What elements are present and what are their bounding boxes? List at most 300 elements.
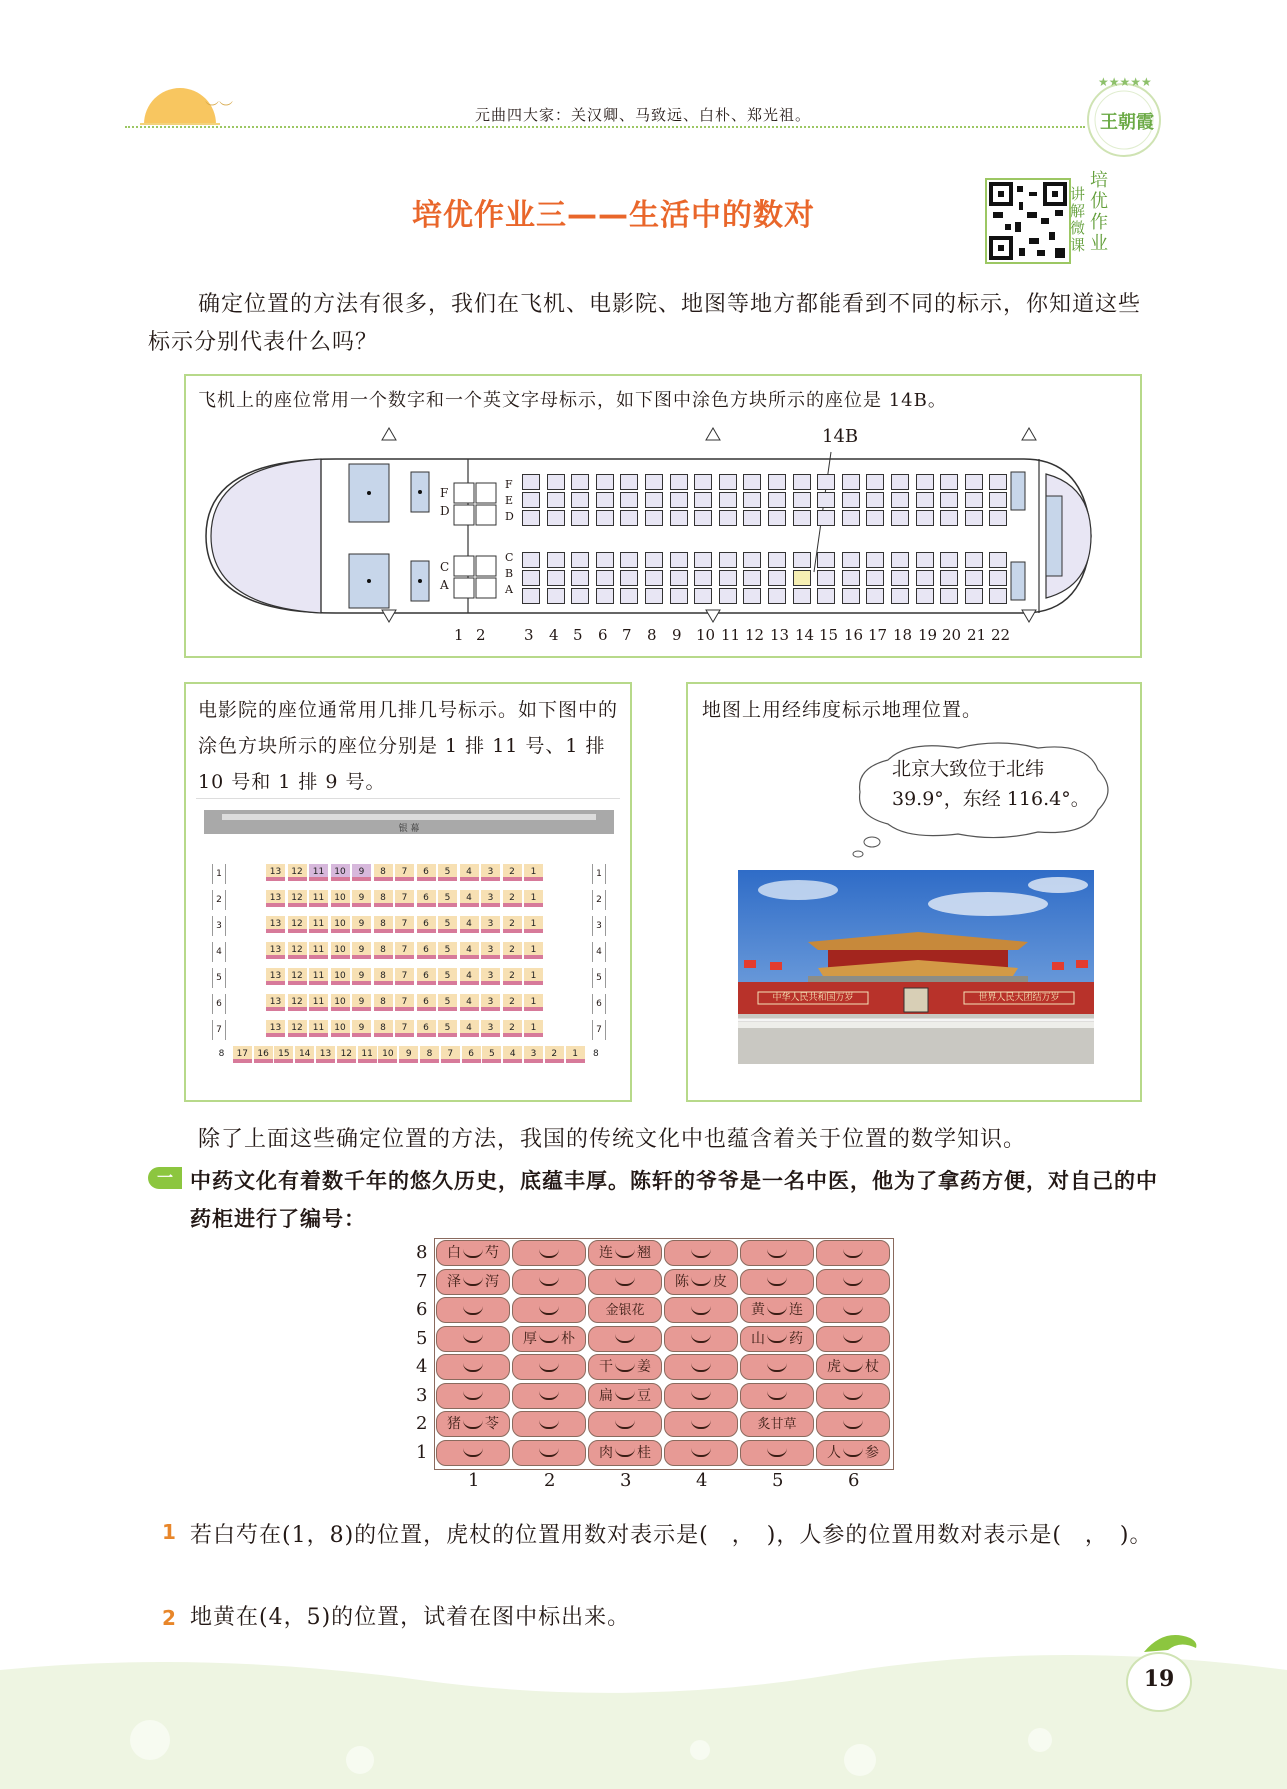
airplane-seat <box>670 570 688 586</box>
cinema-seat-last-row: 10 <box>378 1046 397 1063</box>
cinema-seat: 13 <box>266 890 285 907</box>
screen-label: 银 幕 <box>398 824 420 834</box>
airplane-seat <box>522 474 540 490</box>
cinema-seat: 3 <box>481 916 500 933</box>
airplane-seat <box>596 492 614 508</box>
airplane-seat <box>989 492 1007 508</box>
airplane-seat <box>694 588 712 604</box>
cabinet-row-label: 4 <box>416 1356 428 1377</box>
cinema-seat: 5 <box>438 916 457 933</box>
drawer-连翘[interactable]: 连 翘 <box>588 1240 662 1266</box>
question-2-number: 2 <box>162 1606 176 1630</box>
plane-letter-f: F <box>440 486 449 500</box>
cinema-seat: 5 <box>438 890 457 907</box>
header-tagline: 元曲四大家：关汉卿、马致远、白朴、郑光祖。 <box>475 106 812 124</box>
cinema-row-label: 4 <box>592 942 606 962</box>
airplane-seat <box>965 474 983 490</box>
banner-right: 世界人民大团结万岁 <box>978 993 1060 1003</box>
drawer-干姜[interactable]: 干 姜 <box>588 1354 662 1380</box>
airplane-seat <box>670 492 688 508</box>
drawer-猪苓[interactable]: 猪 苓 <box>436 1411 510 1437</box>
airplane-seat <box>965 552 983 568</box>
cinema-seat: 5 <box>438 942 457 959</box>
cinema-row-label: 5 <box>212 968 226 988</box>
drawer-人参[interactable]: 人 参 <box>816 1440 890 1466</box>
airplane-seat <box>645 570 663 586</box>
airplane-seat <box>743 474 761 490</box>
map-bubble-text: 北京大致位于北纬 39.9°，东经 116.4°。 <box>892 758 1090 810</box>
airplane-seat <box>694 552 712 568</box>
cinema-seat: 6 <box>417 1020 436 1037</box>
airplane-seat <box>571 588 589 604</box>
cinema-seat: 9 <box>352 1020 371 1037</box>
cinema-seat-last-row: 16 <box>254 1046 273 1063</box>
cinema-seat: 11 <box>309 864 328 881</box>
cinema-seat: 4 <box>460 1020 479 1037</box>
airplane-seat <box>743 570 761 586</box>
qr-code[interactable] <box>985 178 1071 264</box>
bird-icon: ︶︶ <box>205 101 233 117</box>
cinema-seat: 6 <box>417 994 436 1011</box>
airplane-seat <box>620 492 638 508</box>
cinema-seat: 1 <box>524 890 543 907</box>
cinema-seat: 8 <box>374 864 393 881</box>
cinema-seat: 9 <box>352 942 371 959</box>
plane-row-number: 8 <box>647 626 657 644</box>
cinema-seat: 7 <box>395 942 414 959</box>
intro-paragraph: 确定位置的方法有很多，我们在飞机、电影院、地图等地方都能看到不同的标示，你知道这些标示分别代表什么吗？ <box>148 292 1142 355</box>
airplane-seat <box>645 552 663 568</box>
cinema-row-label: 1 <box>212 864 226 884</box>
banner-left: 中华人民共和国万岁 <box>772 993 854 1003</box>
airplane-seat <box>768 552 786 568</box>
airplane-seat <box>916 570 934 586</box>
airplane-seat <box>817 552 835 568</box>
cinema-seat-last-row: 1 <box>566 1046 585 1063</box>
cinema-seat: 5 <box>438 994 457 1011</box>
plane-letter-c: C <box>440 560 450 574</box>
plane-row-number: 11 <box>721 626 741 644</box>
footer-hills <box>0 1640 1287 1789</box>
qr-label-homework: 培优作业 <box>1090 170 1108 254</box>
airplane-seat <box>866 552 884 568</box>
plane-row-number: 16 <box>844 626 864 644</box>
map-panel <box>686 682 1142 1102</box>
plane-letter-a: A <box>440 578 449 592</box>
cinema-seat: 8 <box>374 890 393 907</box>
airplane-seat <box>793 474 811 490</box>
airplane-seat <box>719 552 737 568</box>
airplane-seat <box>645 588 663 604</box>
plane-row-number: 9 <box>672 626 682 644</box>
airplane-seat <box>547 510 565 526</box>
publisher-logo <box>1080 72 1168 160</box>
drawer-厚朴[interactable]: 厚 朴 <box>512 1326 586 1352</box>
cinema-seat: 10 <box>331 890 350 907</box>
cinema-seat: 5 <box>438 864 457 881</box>
airplane-seat <box>547 492 565 508</box>
cinema-seat-last-row: 6 <box>462 1046 481 1063</box>
airplane-seat <box>891 510 909 526</box>
plane-row-number: 2 <box>476 626 486 644</box>
plane-row-number: 1 <box>454 626 464 644</box>
cinema-seat: 12 <box>288 916 307 933</box>
question-1-text: 若白芍在(1，8)的位置，虎杖的位置用数对表示是( ， )，人参的位置用数对表示是( ， )。 <box>190 1523 1153 1548</box>
cinema-caption: 电影院的座位通常用几排几号标示。如下图中的涂色方块所示的座位分别是 1 排 11 号、1 排 10 号和 1 排 9 号。 <box>198 699 619 793</box>
cinema-seat: 4 <box>460 916 479 933</box>
cinema-seat: 7 <box>395 864 414 881</box>
airplane-seat <box>547 570 565 586</box>
airplane-seat <box>842 588 860 604</box>
cabinet-row-label: 6 <box>416 1299 428 1320</box>
cinema-row-label: 6 <box>592 994 606 1014</box>
airplane-seat <box>916 552 934 568</box>
drawer-金银花[interactable]: 金银花 <box>588 1297 662 1323</box>
plane-row-number: 17 <box>868 626 888 644</box>
plane-seat-grid <box>186 376 1140 656</box>
cinema-seat: 2 <box>503 890 522 907</box>
cabinet-row-label: 3 <box>416 1384 428 1406</box>
plane-letters-fed <box>505 477 515 525</box>
airplane-seat <box>989 570 1007 586</box>
cinema-seat-last-row: 3 <box>524 1046 543 1063</box>
cinema-seat-last-row: 11 <box>358 1046 377 1063</box>
airplane-seat <box>571 570 589 586</box>
airplane-seat <box>571 492 589 508</box>
airplane-seat <box>965 492 983 508</box>
airplane-seat <box>916 588 934 604</box>
airplane-seat <box>891 552 909 568</box>
cinema-seat: 8 <box>374 994 393 1011</box>
airplane-seat <box>694 492 712 508</box>
cabinet-column-label: 3 <box>620 1470 632 1491</box>
airplane-seat <box>571 510 589 526</box>
cinema-seat: 2 <box>503 916 522 933</box>
cinema-seat: 8 <box>374 942 393 959</box>
airplane-seat <box>768 492 786 508</box>
cinema-seat: 11 <box>309 942 328 959</box>
cinema-seat: 7 <box>395 994 414 1011</box>
cinema-seat-last-row: 5 <box>482 1046 501 1063</box>
cinema-seat: 1 <box>524 1020 543 1037</box>
cinema-seat: 10 <box>331 1020 350 1037</box>
airplane-seat <box>866 492 884 508</box>
cabinet-column-label: 1 <box>468 1470 480 1491</box>
cinema-seat: 6 <box>417 968 436 985</box>
airplane-seat <box>965 510 983 526</box>
cinema-seat-last-row: 13 <box>316 1046 335 1063</box>
airplane-seat <box>596 552 614 568</box>
cinema-seat: 2 <box>503 864 522 881</box>
cinema-seat: 11 <box>309 994 328 1011</box>
plane-row-number: 5 <box>573 626 583 644</box>
airplane-seat <box>620 570 638 586</box>
cinema-screen <box>204 810 614 834</box>
airplane-seat <box>670 588 688 604</box>
airplane-seat <box>940 492 958 508</box>
cinema-seat: 10 <box>331 994 350 1011</box>
medicine-cabinet-grid[interactable] <box>414 1240 894 1490</box>
airplane-seat <box>547 552 565 568</box>
airplane-seat <box>522 552 540 568</box>
cinema-seat-last-row: 17 <box>233 1046 252 1063</box>
cinema-seat: 6 <box>417 942 436 959</box>
plane-row-number: 7 <box>622 626 632 644</box>
airplane-seat <box>940 552 958 568</box>
cinema-seat: 10 <box>331 942 350 959</box>
airplane-seat <box>571 474 589 490</box>
section-badge <box>148 1167 182 1189</box>
section-text: 中药文化有着数千年的悠久历史，底蕴丰厚。陈轩的爷爷是一名中医，他为了拿药方便，对自己的中药柜进行了编号： <box>190 1169 1158 1231</box>
airplane-seat <box>596 474 614 490</box>
airplane-seat <box>916 492 934 508</box>
plane-letter-a2: A <box>505 583 513 596</box>
airplane-seat <box>694 474 712 490</box>
cinema-seat: 12 <box>288 1020 307 1037</box>
cinema-seat: 4 <box>460 864 479 881</box>
plane-letter-c2: C <box>505 551 514 564</box>
plane-letters-cba <box>505 550 515 598</box>
cinema-seat: 1 <box>524 864 543 881</box>
airplane-seat <box>620 510 638 526</box>
airplane-seat <box>522 588 540 604</box>
cinema-row-label: 2 <box>212 890 226 910</box>
airplane-seat <box>916 510 934 526</box>
cinema-seat: 9 <box>352 916 371 933</box>
airplane-seat <box>719 510 737 526</box>
airplane-seat <box>940 474 958 490</box>
cinema-seat: 1 <box>524 994 543 1011</box>
airplane-seat <box>989 588 1007 604</box>
drawer-白芍[interactable]: 白 芍 <box>436 1240 510 1266</box>
cabinet-row-label: 1 <box>416 1441 428 1463</box>
cinema-seat-last-row: 8 <box>212 1046 231 1063</box>
cinema-seat: 3 <box>481 942 500 959</box>
cinema-seat: 8 <box>374 1020 393 1037</box>
cinema-seat-last-row: 12 <box>337 1046 356 1063</box>
airplane-seat <box>842 510 860 526</box>
cinema-seat: 13 <box>266 994 285 1011</box>
cinema-seat: 8 <box>374 916 393 933</box>
drawer-炙甘草[interactable]: 炙甘草 <box>740 1411 814 1437</box>
cinema-seat: 12 <box>288 968 307 985</box>
airplane-seat <box>817 492 835 508</box>
cinema-seat: 10 <box>331 864 350 881</box>
airplane-seat <box>620 552 638 568</box>
cinema-seat-last-row: 14 <box>295 1046 314 1063</box>
cinema-row-label: 1 <box>592 864 606 884</box>
cinema-seat: 12 <box>288 942 307 959</box>
plane-row-number: 21 <box>967 626 987 644</box>
airplane-seat <box>743 552 761 568</box>
airplane-seat <box>694 570 712 586</box>
airplane-seat <box>891 492 909 508</box>
section-number: 一 <box>156 1168 173 1187</box>
plane-row-number: 6 <box>598 626 608 644</box>
cinema-seat: 2 <box>503 1020 522 1037</box>
question-2-text: 地黄在(4，5)的位置，试着在图中标出来。 <box>190 1605 631 1630</box>
cinema-seat: 9 <box>352 890 371 907</box>
cinema-seat: 7 <box>395 1020 414 1037</box>
airplane-seat <box>891 570 909 586</box>
map-caption: 地图上用经纬度标示地理位置。 <box>702 699 983 721</box>
airplane-seat <box>670 474 688 490</box>
airplane-seat <box>793 510 811 526</box>
airplane-seat <box>965 588 983 604</box>
airplane-seat <box>842 552 860 568</box>
cinema-row-label: 2 <box>592 890 606 910</box>
cinema-seat: 3 <box>481 864 500 881</box>
airplane-seat <box>817 570 835 586</box>
plane-row-number: 22 <box>991 626 1011 644</box>
cinema-seat: 2 <box>503 968 522 985</box>
airplane-seat <box>719 570 737 586</box>
airplane-seat <box>645 474 663 490</box>
airplane-seat <box>768 570 786 586</box>
cinema-seat: 9 <box>352 968 371 985</box>
plane-row-number: 3 <box>524 626 534 644</box>
tiananmen-photo <box>738 870 1094 1064</box>
airplane-seat <box>596 570 614 586</box>
cinema-seat-last-row: 2 <box>545 1046 564 1063</box>
cinema-seat-chart <box>212 864 612 1064</box>
plane-row-number: 10 <box>696 626 716 644</box>
airplane-seat <box>891 474 909 490</box>
plane-letter-e: E <box>505 494 514 507</box>
airplane-seat <box>645 510 663 526</box>
airplane-seat <box>817 474 835 490</box>
cabinet-column-label: 5 <box>772 1470 784 1491</box>
plane-panel <box>184 374 1142 658</box>
cinema-seat: 11 <box>309 916 328 933</box>
airplane-seat <box>989 474 1007 490</box>
drawer-山药[interactable]: 山 药 <box>740 1326 814 1352</box>
airplane-seat <box>817 510 835 526</box>
cinema-seat: 10 <box>331 916 350 933</box>
plane-row-numbers <box>186 626 1140 648</box>
cinema-seat: 5 <box>438 1020 457 1037</box>
cinema-seat: 1 <box>524 942 543 959</box>
airplane-seat <box>645 492 663 508</box>
airplane-seat <box>989 552 1007 568</box>
airplane-seat <box>596 588 614 604</box>
airplane-seat <box>793 492 811 508</box>
cinema-seat: 7 <box>395 916 414 933</box>
cinema-seat: 13 <box>266 968 285 985</box>
cinema-seat: 12 <box>288 890 307 907</box>
drawer-泽泻[interactable]: 泽 泻 <box>436 1269 510 1295</box>
page-number: 19 <box>1143 1666 1175 1692</box>
plane-row-number: 18 <box>893 626 913 644</box>
plane-row-number: 15 <box>819 626 839 644</box>
cinema-seat-last-row: 8 <box>420 1046 439 1063</box>
airplane-seat <box>743 588 761 604</box>
airplane-seat <box>793 552 811 568</box>
cinema-seat: 13 <box>266 864 285 881</box>
airplane-seat <box>842 474 860 490</box>
airplane-seat <box>547 474 565 490</box>
cabinet-row-label: 7 <box>416 1270 428 1292</box>
cinema-row-label: 5 <box>592 968 606 988</box>
plane-row-number: 4 <box>549 626 559 644</box>
cinema-row-label: 6 <box>212 994 226 1014</box>
drawer-陈皮[interactable]: 陈 皮 <box>664 1269 738 1295</box>
cinema-seat: 1 <box>524 968 543 985</box>
airplane-seat <box>866 474 884 490</box>
airplane-seat <box>793 570 811 586</box>
airplane-seat <box>866 570 884 586</box>
cinema-seat: 4 <box>460 890 479 907</box>
cinema-seat: 3 <box>481 1020 500 1037</box>
cinema-seat: 13 <box>266 916 285 933</box>
drawer-扁豆[interactable]: 扁 豆 <box>588 1383 662 1409</box>
cinema-seat: 6 <box>417 864 436 881</box>
cabinet-frame <box>434 1238 894 1470</box>
airplane-seat <box>989 510 1007 526</box>
cabinet-column-label: 4 <box>696 1470 708 1491</box>
cinema-seat: 3 <box>481 994 500 1011</box>
cinema-seat: 9 <box>352 994 371 1011</box>
cinema-seat: 4 <box>460 994 479 1011</box>
airplane-seat <box>768 588 786 604</box>
cinema-row-label: 3 <box>212 916 226 936</box>
airplane-seat <box>940 588 958 604</box>
airplane-seat <box>768 474 786 490</box>
airplane-seat <box>768 510 786 526</box>
cinema-seat-last-row: 8 <box>586 1046 605 1063</box>
cinema-seat: 7 <box>395 968 414 985</box>
cinema-seat: 9 <box>352 864 371 881</box>
airplane-seat <box>842 570 860 586</box>
cinema-caption-rule <box>196 798 620 799</box>
airplane-seat <box>620 474 638 490</box>
plane-row-number: 19 <box>918 626 938 644</box>
airplane-seat <box>866 588 884 604</box>
cinema-seat: 6 <box>417 890 436 907</box>
drawer-虎杖[interactable]: 虎 杖 <box>816 1354 890 1380</box>
cinema-panel <box>184 682 632 1102</box>
airplane-seat <box>620 588 638 604</box>
cinema-seat: 13 <box>266 942 285 959</box>
cinema-seat: 2 <box>503 942 522 959</box>
airplane-seat <box>547 588 565 604</box>
airplane-seat <box>817 588 835 604</box>
airplane-seat <box>965 570 983 586</box>
cinema-seat: 4 <box>460 968 479 985</box>
question-1-number: 1 <box>162 1520 176 1544</box>
drawer-黄连[interactable]: 黄 连 <box>740 1297 814 1323</box>
plane-row-number: 14 <box>795 626 815 644</box>
header-rule <box>125 126 1085 128</box>
airplane-seat <box>743 510 761 526</box>
seat-callout-label: 14B <box>822 426 859 447</box>
drawer-肉桂[interactable]: 肉 桂 <box>588 1440 662 1466</box>
airplane-seat <box>719 588 737 604</box>
cinema-seat: 11 <box>309 968 328 985</box>
airplane-seat <box>743 492 761 508</box>
cabinet-row-label: 5 <box>416 1327 428 1349</box>
airplane-seat <box>522 570 540 586</box>
plane-letter-b: B <box>505 567 514 580</box>
qr-label-micro: 讲解微课 <box>1070 185 1086 254</box>
cinema-seat: 3 <box>481 890 500 907</box>
cinema-seat: 2 <box>503 994 522 1011</box>
plane-letter-f2: F <box>505 478 513 491</box>
airplane-seat <box>670 510 688 526</box>
airplane-seat <box>571 552 589 568</box>
cinema-seat: 6 <box>417 916 436 933</box>
airplane-seat <box>866 510 884 526</box>
